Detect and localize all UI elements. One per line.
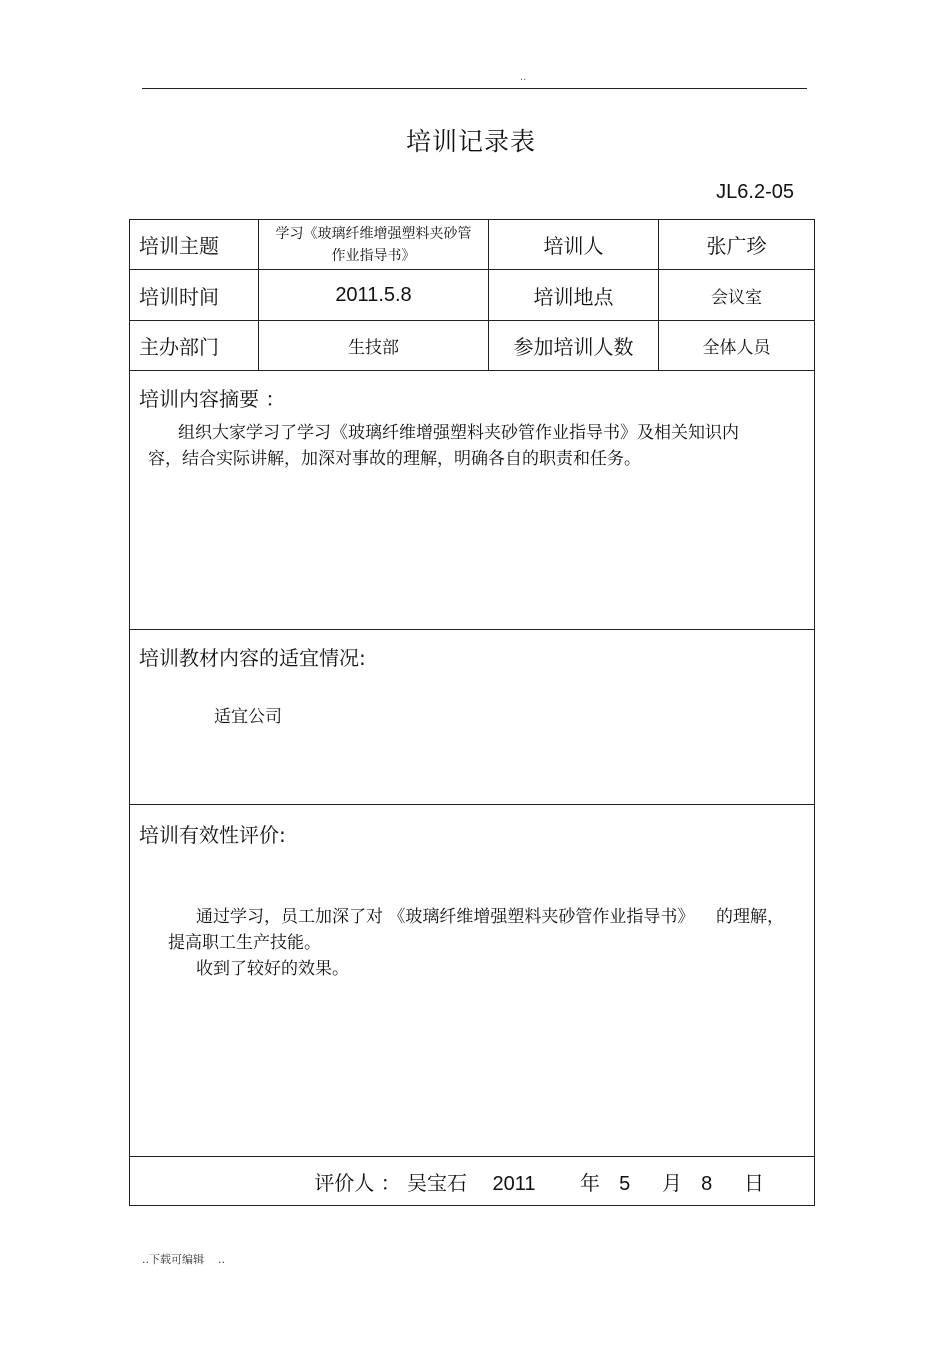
effectiveness-section bbox=[130, 805, 815, 1157]
suitability-title: 培训教材内容的适宜情况: bbox=[139, 646, 366, 670]
suitability-text: 适宜公司 bbox=[214, 707, 282, 727]
trainer-value: 张广珍 bbox=[659, 220, 815, 270]
sign-year: 2011 bbox=[492, 1172, 536, 1195]
evaluator-label: 评价人 ： bbox=[314, 1170, 401, 1195]
row-time bbox=[130, 270, 815, 321]
effectiveness-title: 培训有效性评价: bbox=[139, 823, 286, 847]
header-divider bbox=[142, 88, 807, 89]
time-label: 培训时间 bbox=[130, 270, 259, 321]
topic-value-text: 学习《玻璃纤维增强塑料夹砂管作业指导书》 bbox=[275, 225, 472, 264]
sign-year-unit: 年 bbox=[580, 1170, 600, 1195]
dept-value: 生技部 bbox=[259, 321, 489, 371]
attendees-value: 全体人员 bbox=[659, 321, 815, 371]
row-topic bbox=[130, 220, 815, 270]
row-suitability bbox=[130, 630, 815, 805]
sign-day-unit: 日 bbox=[744, 1170, 764, 1195]
row-effectiveness bbox=[130, 805, 815, 1157]
attendees-label: 参加培训人数 bbox=[489, 321, 659, 371]
summary-line-2: 容，结合实际讲解，加深对事故的理解，明确各自的职责和任务。 bbox=[148, 449, 641, 469]
location-label: 培训地点 bbox=[489, 270, 659, 321]
time-value: 2011.5.8 bbox=[259, 270, 489, 321]
summary-line-1: 组织大家学习了学习《玻璃纤维增强塑料夹砂管作业指导书》及相关知识内 bbox=[178, 423, 739, 443]
page-footer: ..下载可编辑 .. bbox=[142, 1253, 225, 1266]
sign-month: 5 bbox=[619, 1172, 631, 1195]
document-code: JL6.2-05 bbox=[716, 181, 794, 203]
sign-day: 8 bbox=[701, 1172, 713, 1195]
summary-section bbox=[130, 371, 815, 630]
row-signature bbox=[130, 1157, 815, 1206]
row-dept bbox=[130, 321, 815, 371]
dept-label: 主办部门 bbox=[130, 321, 259, 371]
effectiveness-line-3: 收到了较好的效果。 bbox=[196, 959, 349, 979]
header-mark: .. bbox=[520, 72, 527, 83]
row-summary bbox=[130, 371, 815, 630]
signature-line bbox=[130, 1157, 815, 1206]
location-value: 会议室 bbox=[659, 270, 815, 321]
evaluator-name: 吴宝石 bbox=[407, 1170, 468, 1195]
topic-label: 培训主题 bbox=[130, 220, 259, 270]
sign-month-unit: 月 bbox=[662, 1170, 682, 1195]
summary-title: 培训内容摘要 ： bbox=[139, 387, 286, 411]
document-title: 培训记录表 bbox=[405, 127, 536, 156]
effectiveness-line-2: 提高职工生产技能。 bbox=[168, 933, 321, 953]
training-record-table bbox=[129, 219, 815, 1206]
trainer-label: 培训人 bbox=[489, 220, 659, 270]
effectiveness-line-1: 通过学习，员工加深了对 《玻璃纤维增强塑料夹砂管作业指导书》 的理解， bbox=[196, 907, 785, 927]
topic-value bbox=[259, 220, 489, 270]
suitability-section bbox=[130, 630, 815, 805]
